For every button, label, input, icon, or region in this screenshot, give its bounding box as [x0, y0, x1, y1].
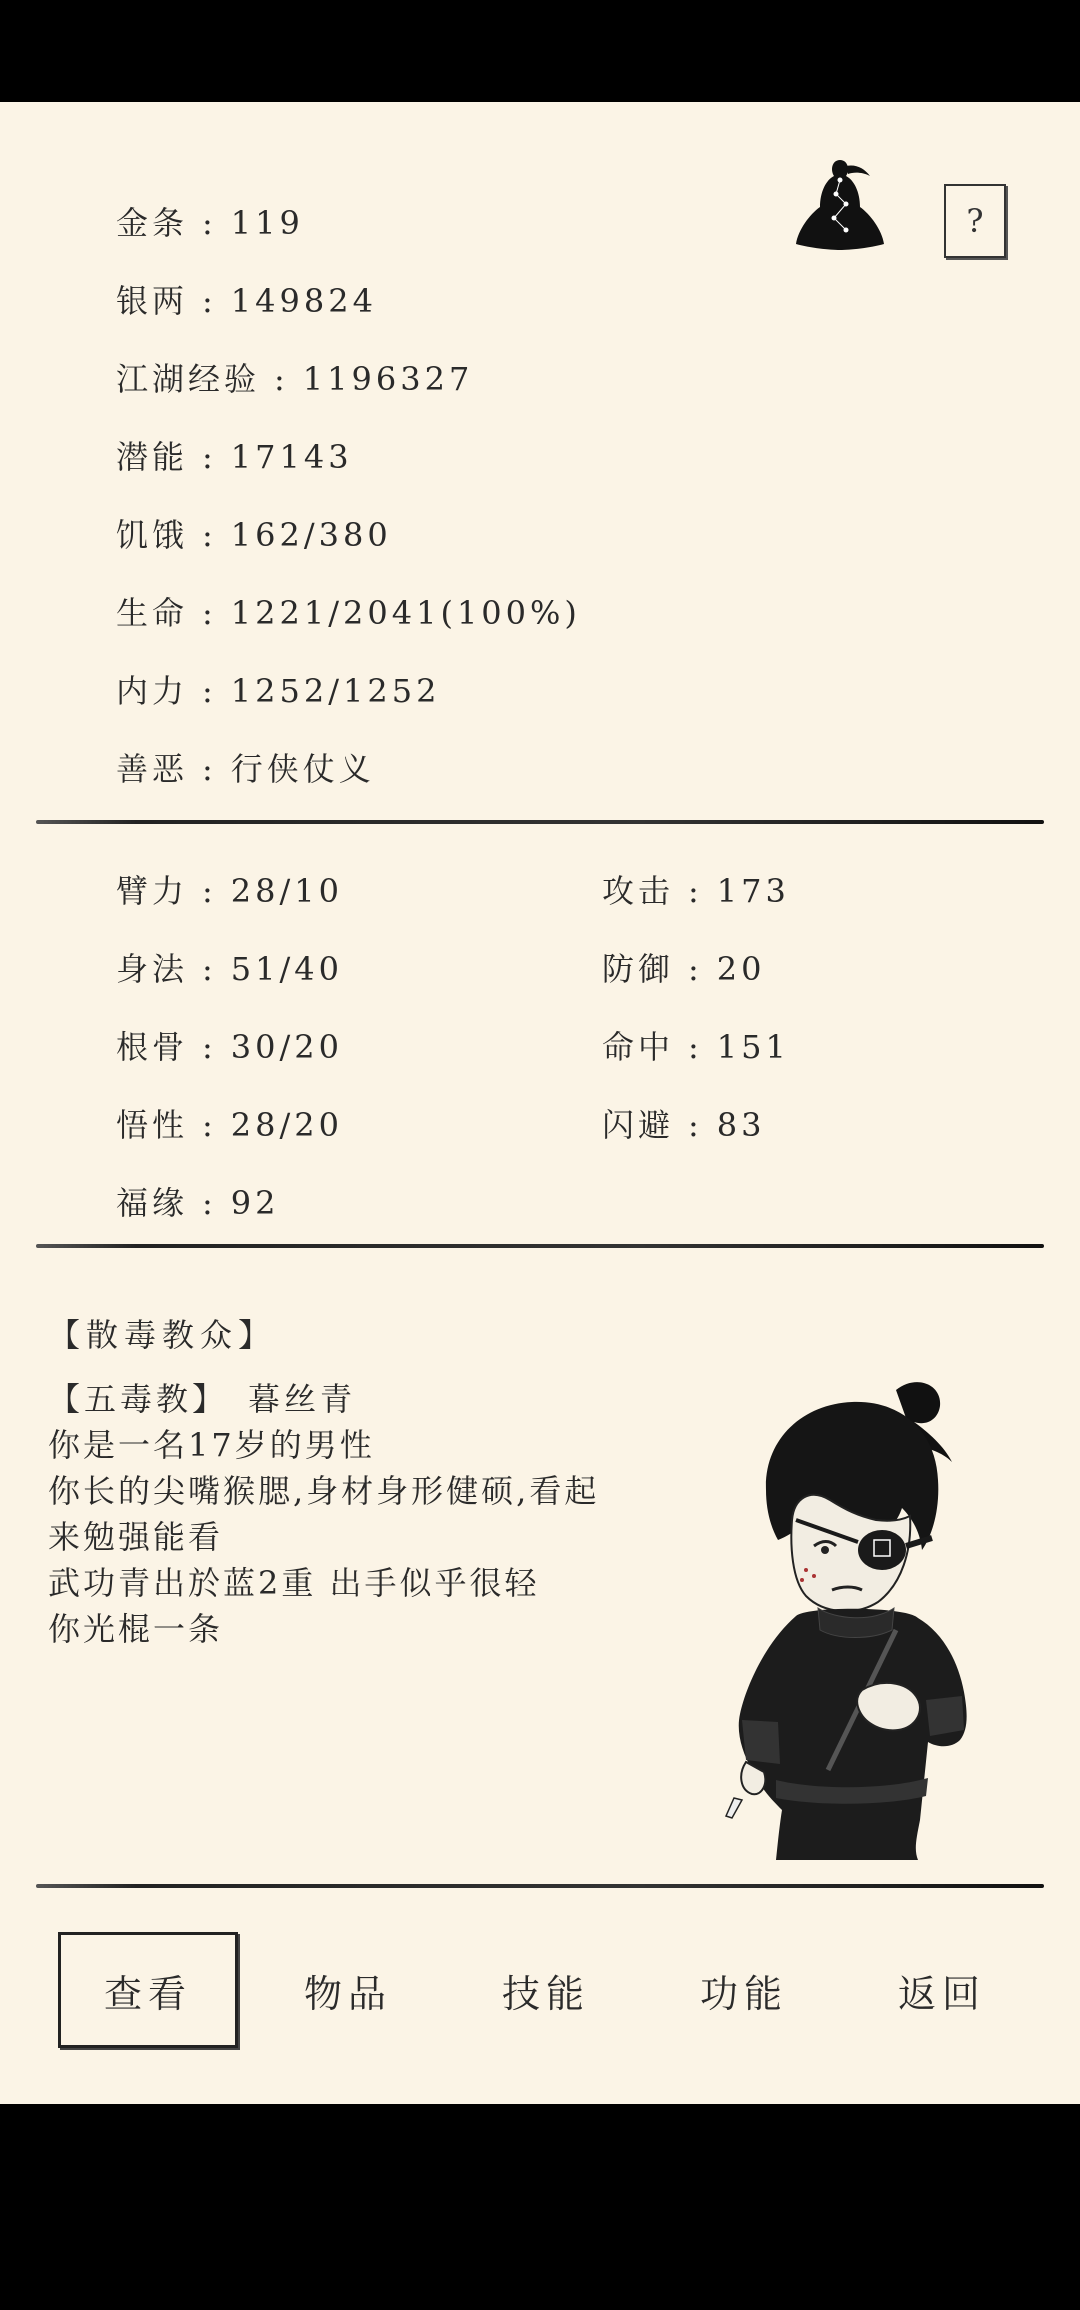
stat-potential: 潜能 : 17143 [116, 438, 353, 476]
profile-line: 你是一名17岁的男性 [48, 1426, 375, 1464]
profile-line: 你光棍一条 [48, 1610, 224, 1648]
tab-items-label: 物品 [303, 1971, 392, 2016]
stat-experience: 江湖经验 : 1196327 [116, 360, 474, 398]
attr-accuracy: 命中 : 151 [602, 1028, 790, 1066]
help-label: ? [966, 202, 984, 240]
attr-constitution: 根骨 : 30/20 [116, 1028, 344, 1066]
profile-line: 你长的尖嘴猴腮,身材身形健硕,看起 [48, 1472, 600, 1510]
stat-gold-bars: 金条 : 119 [116, 204, 304, 242]
character-panel [0, 102, 1080, 2104]
tab-functions-label: 功能 [699, 1971, 788, 2016]
meditation-figure-icon[interactable] [790, 152, 890, 272]
stat-hunger: 饥饿 : 162/380 [116, 516, 392, 554]
character-portrait [706, 1370, 1006, 1930]
stat-health: 生命 : 1221/2041(100%) [116, 594, 581, 632]
stat-morality: 善恶 : 行侠仗义 [116, 750, 375, 788]
tab-view-label: 查看 [103, 1971, 192, 2016]
divider [36, 1244, 1044, 1248]
tab-skills[interactable] [456, 1932, 636, 2048]
tab-back[interactable] [852, 1932, 1032, 2048]
attr-agility: 身法 : 51/40 [116, 950, 344, 988]
stat-silver: 银两 : 149824 [116, 282, 377, 320]
tab-view[interactable] [58, 1932, 238, 2048]
attr-evasion: 闪避 : 83 [602, 1106, 766, 1144]
attr-comprehension: 悟性 : 28/20 [116, 1106, 344, 1144]
profile-line: 武功青出於蓝2重 出手似乎很轻 [48, 1564, 540, 1602]
divider [36, 820, 1044, 824]
tab-functions[interactable] [654, 1932, 834, 2048]
profile-title: 【散毒教众】 [48, 1316, 277, 1354]
tab-items[interactable] [258, 1932, 438, 2048]
attr-attack: 攻击 : 173 [602, 872, 790, 910]
help-button[interactable] [944, 184, 1006, 258]
tab-back-label: 返回 [897, 1971, 986, 2016]
attr-strength: 臂力 : 28/10 [116, 872, 344, 910]
profile-sect-line: 【五毒教】 暮丝青 [48, 1380, 357, 1418]
tab-skills-label: 技能 [501, 1971, 590, 2016]
stat-inner-power: 内力 : 1252/1252 [116, 672, 441, 710]
attr-defense: 防御 : 20 [602, 950, 766, 988]
divider [36, 1884, 1044, 1888]
profile-line: 来勉强能看 [48, 1518, 224, 1556]
attr-fortune: 福缘 : 92 [116, 1184, 280, 1222]
